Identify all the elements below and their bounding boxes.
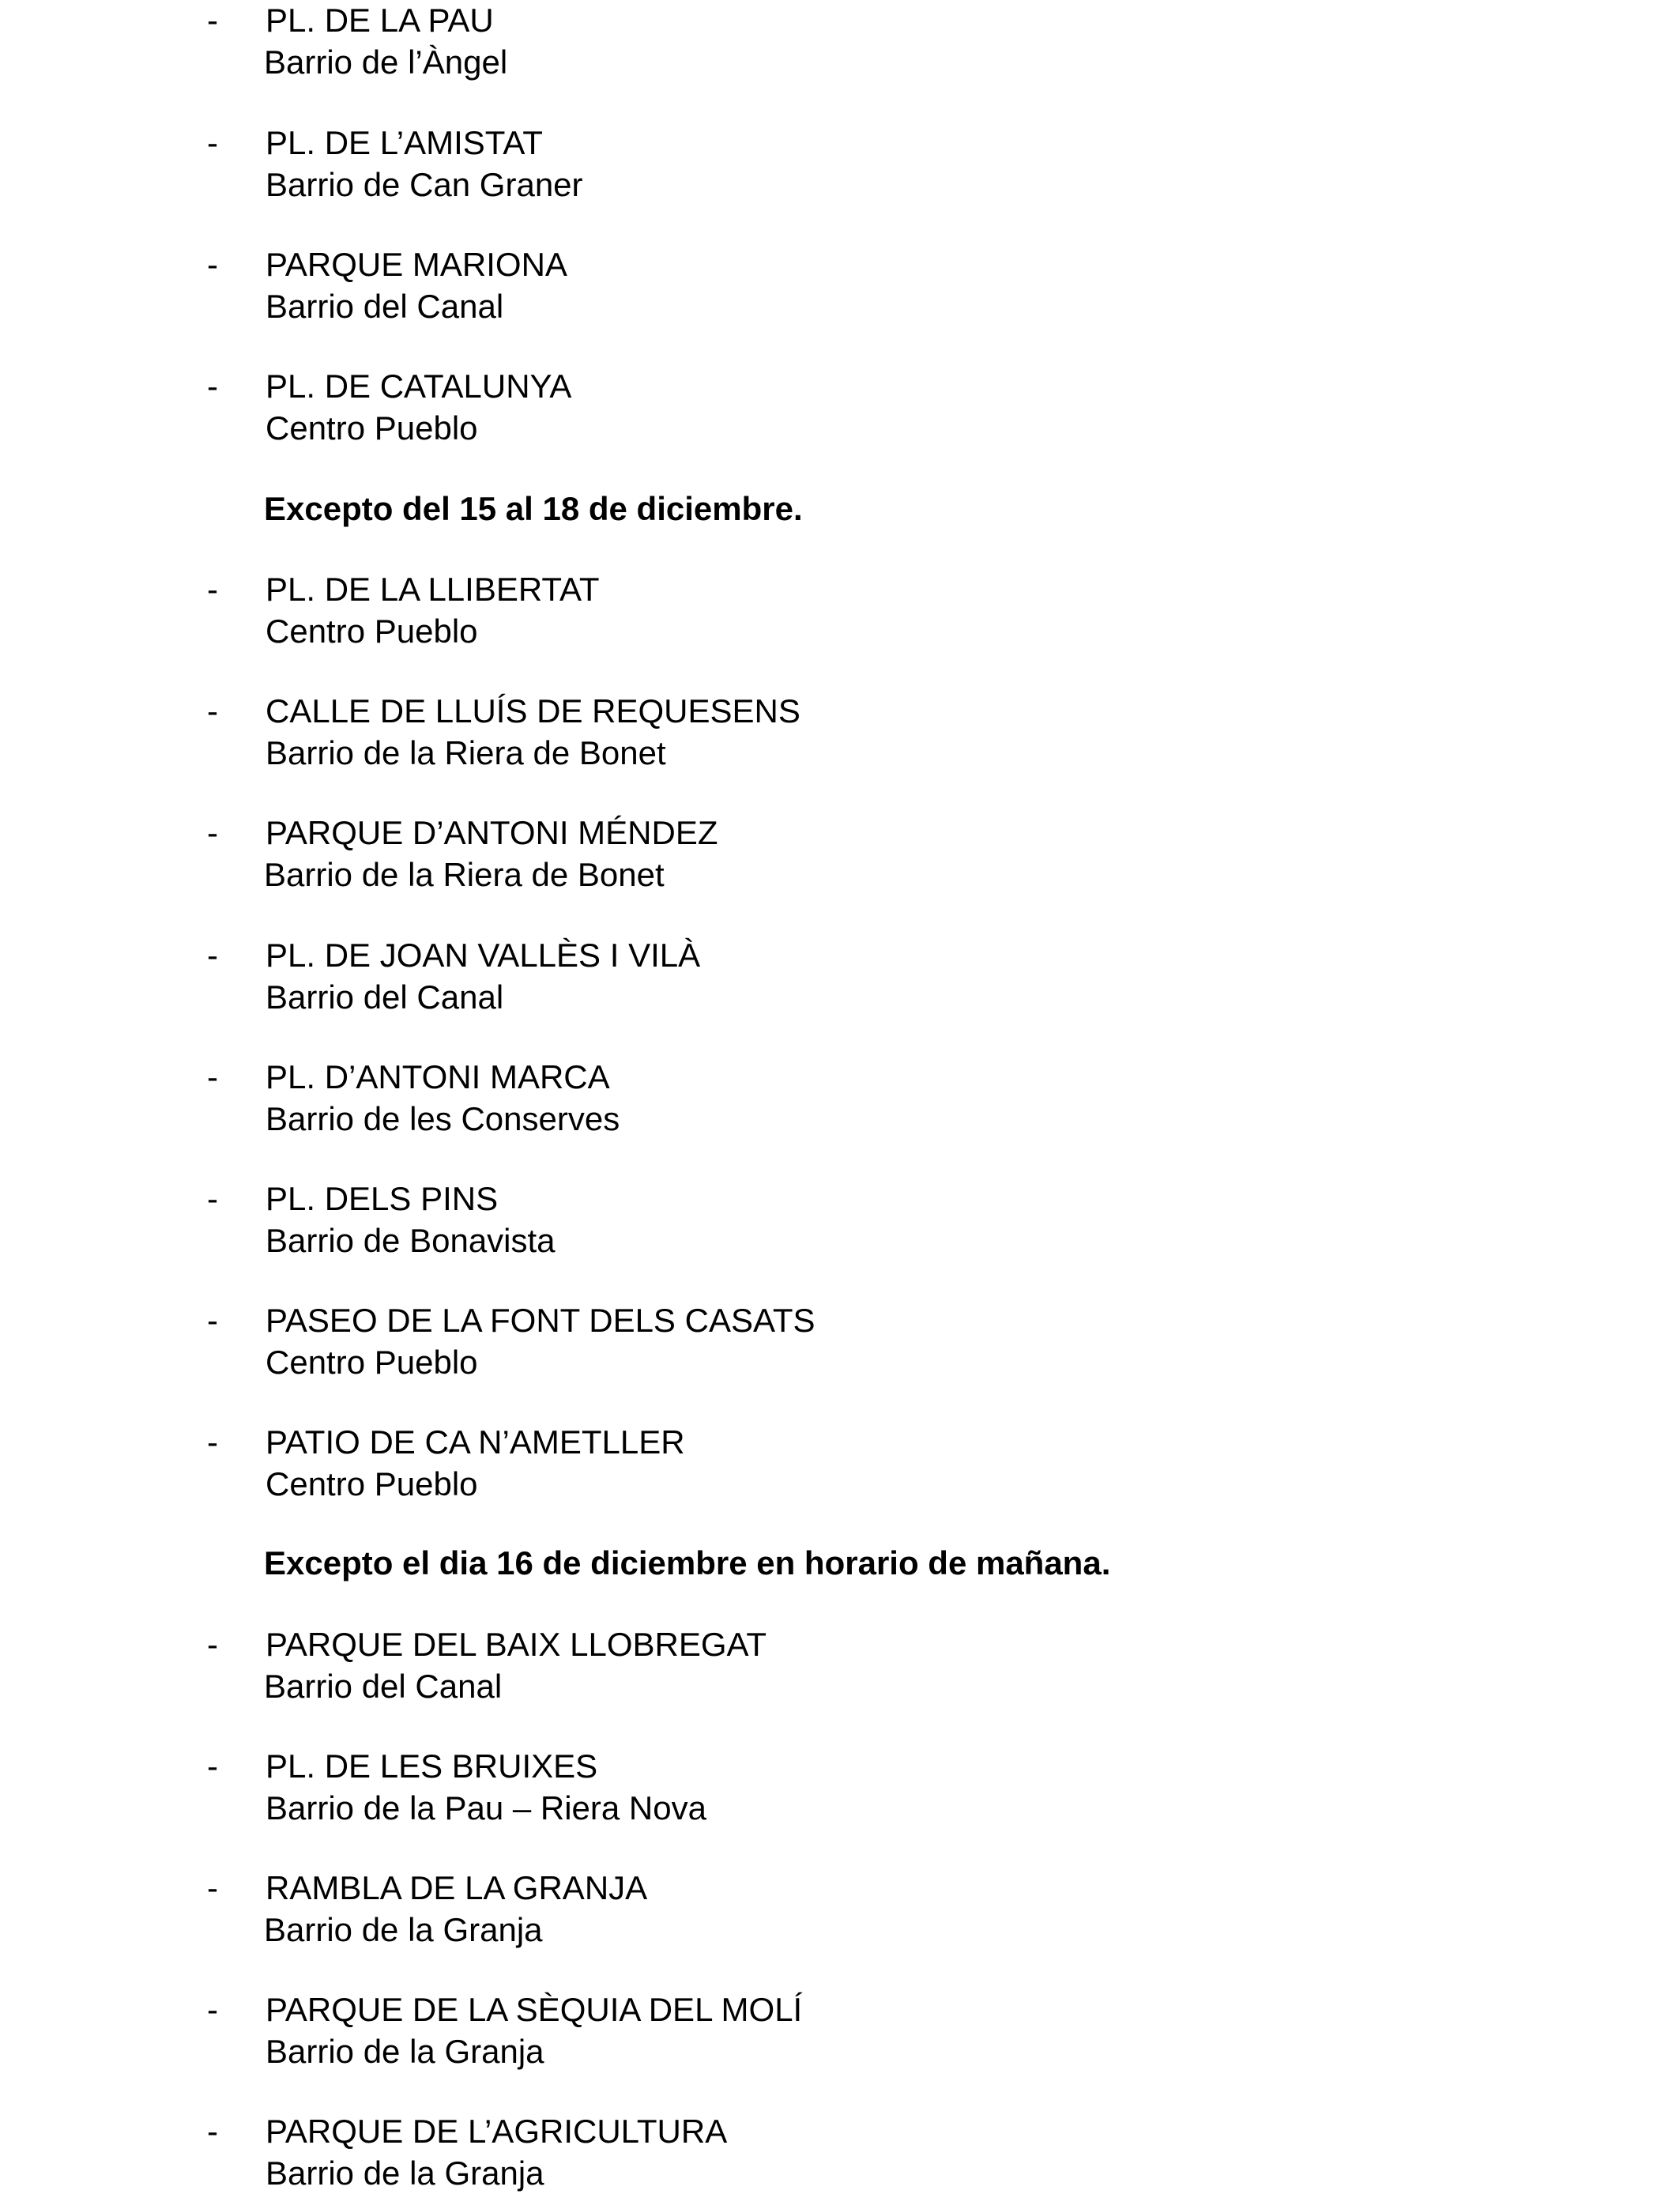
- location-area: Barrio de les Conserves: [266, 1100, 620, 1137]
- location-area: Centro Pueblo: [266, 1344, 478, 1381]
- location-name: PASEO DE LA FONT DELS CASATS: [266, 1302, 816, 1339]
- location-name: CALLE DE LLUÍS DE REQUESENS: [266, 692, 800, 729]
- location-name: RAMBLA DE LA GRANJA: [266, 1869, 648, 1906]
- location-area: Barrio de la Pau – Riera Nova: [266, 1789, 706, 1826]
- location-name: PL. DE CATALUNYA: [266, 368, 572, 405]
- location-name: PARQUE MARIONA: [266, 246, 567, 283]
- location-area: Barrio de la Riera de Bonet: [264, 856, 665, 893]
- location-name: PARQUE D’ANTONI MÉNDEZ: [266, 814, 718, 851]
- list-bullet: -: [207, 692, 218, 729]
- location-name: PL. DE LA PAU: [266, 2, 494, 39]
- location-area: Barrio del Canal: [264, 1668, 503, 1705]
- list-bullet: -: [207, 1869, 218, 1906]
- location-name: PARQUE DE L’AGRICULTURA: [266, 2113, 728, 2150]
- list-bullet: -: [207, 1991, 218, 2028]
- location-name: PL. DELS PINS: [266, 1180, 499, 1217]
- exception-note: Excepto del 15 al 18 de diciembre.: [264, 490, 803, 527]
- location-area: Centro Pueblo: [266, 409, 478, 447]
- location-area: Centro Pueblo: [266, 613, 478, 650]
- location-area: Barrio de la Riera de Bonet: [266, 734, 666, 771]
- list-bullet: -: [207, 571, 218, 608]
- list-bullet: -: [207, 2113, 218, 2150]
- list-bullet: -: [207, 814, 218, 851]
- location-area: Barrio de Bonavista: [266, 1222, 556, 1259]
- list-bullet: -: [207, 1058, 218, 1095]
- list-bullet: -: [207, 246, 218, 283]
- location-area: Barrio de la Granja: [266, 2154, 544, 2192]
- location-name: PL. DE L’AMISTAT: [266, 124, 543, 161]
- location-name: PATIO DE CA N’AMETLLER: [266, 1423, 685, 1461]
- list-bullet: -: [207, 937, 218, 974]
- location-name: PARQUE DE LA SÈQUIA DEL MOLÍ: [266, 1991, 803, 2028]
- location-area: Barrio del Canal: [266, 288, 504, 325]
- list-bullet: -: [207, 368, 218, 405]
- location-area: Barrio del Canal: [266, 978, 504, 1016]
- list-bullet: -: [207, 124, 218, 161]
- list-bullet: -: [207, 2, 218, 39]
- list-bullet: -: [207, 1626, 218, 1663]
- list-bullet: -: [207, 1180, 218, 1217]
- location-area: Barrio de l’Àngel: [264, 43, 508, 81]
- list-bullet: -: [207, 1747, 218, 1785]
- location-area: Barrio de Can Graner: [266, 166, 583, 203]
- location-name: PL. D’ANTONI MARCA: [266, 1058, 610, 1095]
- list-bullet: -: [207, 1302, 218, 1339]
- location-name: PL. DE LES BRUIXES: [266, 1747, 598, 1785]
- location-area: Barrio de la Granja: [264, 1911, 543, 1948]
- location-name: PL. DE LA LLIBERTAT: [266, 571, 600, 608]
- location-name: PARQUE DEL BAIX LLOBREGAT: [266, 1626, 767, 1663]
- list-bullet: -: [207, 1423, 218, 1461]
- location-area: Barrio de la Granja: [266, 2033, 544, 2070]
- location-area: Centro Pueblo: [266, 1465, 478, 1502]
- exception-note: Excepto el dia 16 de diciembre en horario de mañana.: [264, 1544, 1111, 1581]
- location-name: PL. DE JOAN VALLÈS I VILÀ: [266, 937, 701, 974]
